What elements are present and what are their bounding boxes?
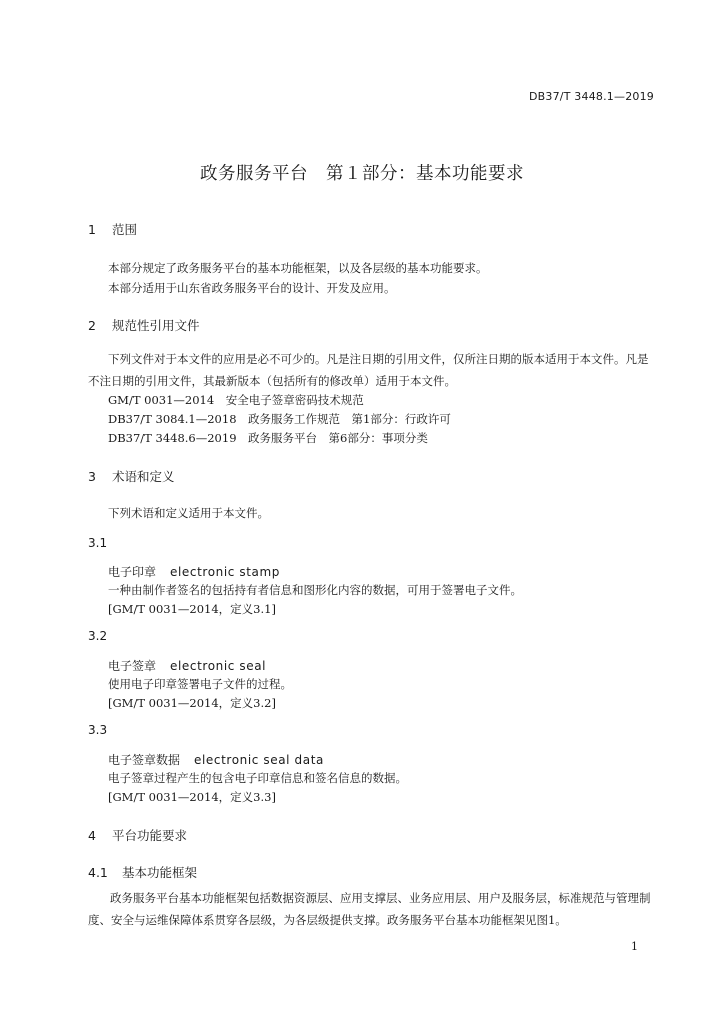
reference-item: DB37/T 3448.6—2019 政务服务平台 第6部分：事项分类 [108, 431, 428, 445]
reference-item: DB37/T 3084.1—2018 政务服务工作规范 第1部分：行政许可 [108, 412, 451, 426]
term-number: 3.2 [88, 629, 108, 643]
section-title: 规范性引用文件 [111, 318, 200, 333]
subsection-heading [88, 863, 197, 881]
section-title: 术语和定义 [111, 469, 175, 484]
term-definition: 电子签章过程产生的包含电子印章信息和签名信息的数据。 [108, 771, 407, 785]
paragraph: 政务服务平台基本功能框架包括数据资源层、应用支撑层、业务应用层、用户及服务层，标准规范与管理制度、安全与运维保障体系贯穿各层级，为各层级提供支撑。政务服务平台基本功能框架见图1。 [88, 891, 651, 927]
term-source: [GM/T 0031—2014，定义3.3] [108, 790, 276, 804]
term-number: 3.1 [88, 536, 108, 550]
term-zh: 电子签章数据 [108, 753, 181, 767]
paragraph: 下列术语和定义适用于本文件。 [108, 506, 269, 520]
section-title: 范围 [111, 222, 137, 237]
section-heading-4 [88, 826, 187, 844]
section-heading-2 [88, 316, 200, 334]
term-definition: 使用电子印章签署电子文件的过程。 [108, 677, 292, 691]
term-heading [108, 657, 266, 674]
term-zh: 电子印章 [108, 565, 157, 579]
section-number: 4 [88, 828, 96, 843]
term-definition: 一种由制作者签名的包括持有者信息和图形化内容的数据，可用于签署电子文件。 [108, 583, 522, 597]
paragraph: 下列文件对于本文件的应用是必不可少的。凡是注日期的引用文件，仅所注日期的版本适用于本文件。凡是不注日期的引用文件，其最新版本（包括所有的修改单）适用于本文件。 [88, 352, 649, 388]
reference-item: GM/T 0031—2014 安全电子签章密码技术规范 [108, 393, 364, 407]
term-heading [108, 751, 324, 768]
term-en: electronic stamp [170, 565, 280, 579]
term-zh: 电子签章 [108, 659, 157, 673]
section-heading-3 [88, 467, 175, 485]
document-title: 政务服务平台 第１部分：基本功能要求 [200, 164, 524, 184]
term-en: electronic seal [170, 659, 267, 673]
subsection-title: 基本功能框架 [121, 865, 197, 880]
section-title: 平台功能要求 [111, 828, 187, 843]
standard-code: DB37/T 3448.1—2019 [528, 90, 654, 103]
section-number: 2 [88, 318, 96, 333]
section-number: 1 [88, 222, 96, 237]
term-source: [GM/T 0031—2014，定义3.2] [108, 696, 276, 710]
paragraph: 本部分规定了政务服务平台的基本功能框架，以及各层级的基本功能要求。 [108, 261, 488, 275]
section-heading-1 [88, 220, 137, 238]
subsection-number: 4.1 [88, 865, 108, 880]
term-number: 3.3 [88, 723, 108, 737]
term-en: electronic seal data [194, 753, 324, 767]
page-number: 1 [631, 940, 638, 953]
term-heading [108, 563, 280, 580]
paragraph: 本部分适用于山东省政务服务平台的设计、开发及应用。 [108, 281, 396, 295]
section-number: 3 [88, 469, 96, 484]
term-source: [GM/T 0031—2014，定义3.1] [108, 602, 276, 616]
